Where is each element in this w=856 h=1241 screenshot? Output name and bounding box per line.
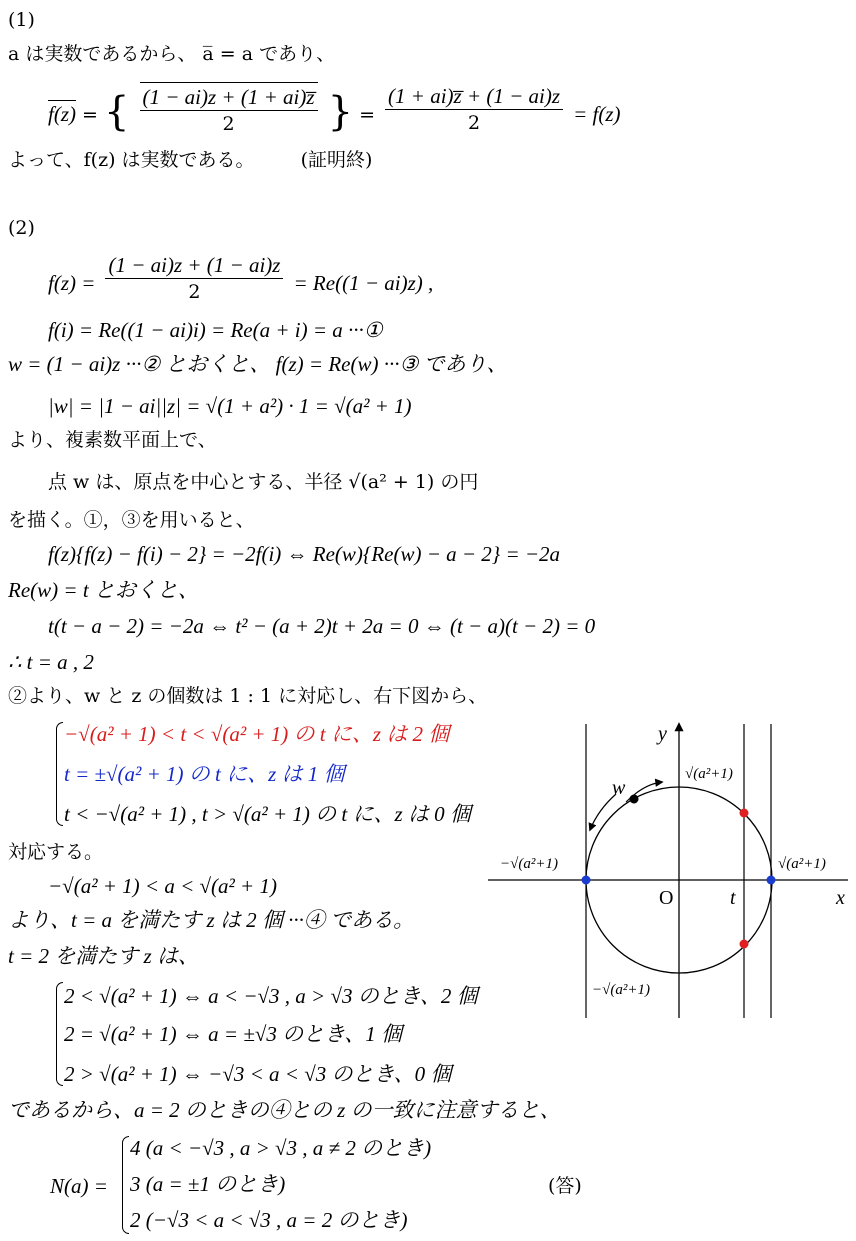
t-label: t [730,887,736,909]
y-label: y [658,723,667,745]
r-top-label: √(a²+1) [685,766,733,782]
point-w [630,795,639,804]
fraction-1-denominator: 2 [222,113,235,135]
r-right-label: √(a²+1) [778,856,826,872]
part2-text4: Re(w) = t とおくと、 [8,578,199,602]
point-blue-right [767,876,776,885]
point-blue-left [582,876,591,885]
cases-brace [56,722,63,826]
part2-eq5: f(z){f(z) − f(i) − 2} = −2f(i) ⇔ Re(w){Re(w) − a − 2} = −2a [48,542,561,566]
case-one-solution: t = ±√(a² + 1) の t に、z は 1 個 [64,762,345,786]
part2-eq2: f(i) = Re((1 − ai)i) = Re(a + i) = a ···① [48,318,383,342]
part2-eq4: |w| = |1 − ai||z| = √(1 + a²) · 1 = √(a² + 1) [48,394,412,418]
fraction-2-numerator: (1 + ai)z̅ + (1 − ai)z [385,83,563,110]
equals-sign-2: = [359,103,375,126]
part2-label: (2) [8,217,35,239]
part2-eq7: ∴ t = a , 2 [8,650,94,674]
part2-text7: より、t = a を満たす z は 2 個 ···④ である。 [8,908,415,932]
na-brace [122,1136,129,1234]
na-case-4: 4 (a < −√3 , a > √3 , a ≠ 2 のとき) [130,1136,432,1160]
f-z-conjugate: f(z) [48,101,76,126]
part1-conjugate-equation [48,82,621,142]
part1-conclusion-text: よって、f(z) は実数である。 [8,149,255,171]
point-red-bottom [740,940,749,949]
complex-plane-figure [486,718,856,1028]
fraction-2 [385,83,563,136]
eq1-numerator: (1 − ai)z + (1 − ai)z [105,252,283,279]
rotation-arrow-left [590,794,616,830]
part2-eq1 [48,252,433,312]
eq1-rhs: = Re((1 − ai)z) , [293,270,434,295]
equals-sign: = [82,103,98,126]
answer-mark: (答) [548,1175,582,1197]
part2-text5: ②より、w と z の個数は 1 : 1 に対応し、右下図から、 [8,685,488,707]
part2-text9: であるから、a = 2 のときの④との z の一致に注意すると、 [8,1098,561,1122]
part2-text3: を描く。①，③を用いると、 [8,509,255,531]
right-brace: } [327,88,354,135]
left-brace: { [104,88,130,135]
na-case-3: 3 (a = ±1 のとき) [130,1172,286,1196]
na-lhs: N(a) = [50,1174,108,1198]
part2-eq6: t(t − a − 2) = −2a ⇔ t² − (a + 2)t + 2a = 0 ⇔ (t − a)(t − 2) = 0 [48,614,596,638]
origin-label: O [659,887,674,909]
t2-case-2: 2 = √(a² + 1) ⇔ a = ±√3 のとき、1 個 [64,1022,403,1046]
fraction-1 [140,82,318,137]
part2-eq3: w = (1 − ai)z ···② とおくと、 f(z) = Re(w) ···③ であり、 [8,352,508,376]
fraction-2-denominator: 2 [467,112,481,134]
eq1-fraction [105,252,283,305]
t2-case-3: 2 > √(a² + 1) ⇔ −√3 < a < √3 のとき、0 個 [64,1062,452,1086]
r-left-label: −√(a²+1) [500,856,558,872]
x-label: x [836,887,845,909]
part2-text1: より、複素数平面上で、 [8,429,217,451]
eq1-lhs: f(z) = [48,270,96,295]
fraction-1-numerator: (1 − ai)z + (1 + ai)z̅ [140,84,318,111]
r-bottom-label: −√(a²+1) [592,982,650,998]
part2-text2: 点 w は、原点を中心とする、半径 √(a² + 1) の円 [48,471,479,493]
w-label: w [612,777,626,799]
part2-text8: t = 2 を満たす z は、 [8,944,199,968]
case-two-solutions: −√(a² + 1) < t < √(a² + 1) の t に、z は 2 個 [64,722,450,746]
t2-cases-brace [56,982,63,1086]
part2-text6: 対応する。 [8,841,104,863]
point-red-top [740,809,749,818]
na-case-2: 2 (−√3 < a < √3 , a = 2 のとき) [130,1208,408,1232]
part1-conclusion [8,148,372,172]
f-z-result: = f(z) [573,101,621,126]
part2-eq8: −√(a² + 1) < a < √(a² + 1) [48,874,277,898]
part1-label: (1) [8,9,35,31]
t2-case-1: 2 < √(a² + 1) ⇔ a < −√3 , a > √3 のとき、2 個 [64,984,478,1008]
case-zero-solutions: t < −√(a² + 1) , t > √(a² + 1) の t に、z は 0 個 [64,802,471,826]
proof-end: (証明終) [300,149,373,171]
eq1-denominator: 2 [188,281,201,303]
part1-line1: a は実数であるから、 a̅ = a であり、 [8,43,336,65]
